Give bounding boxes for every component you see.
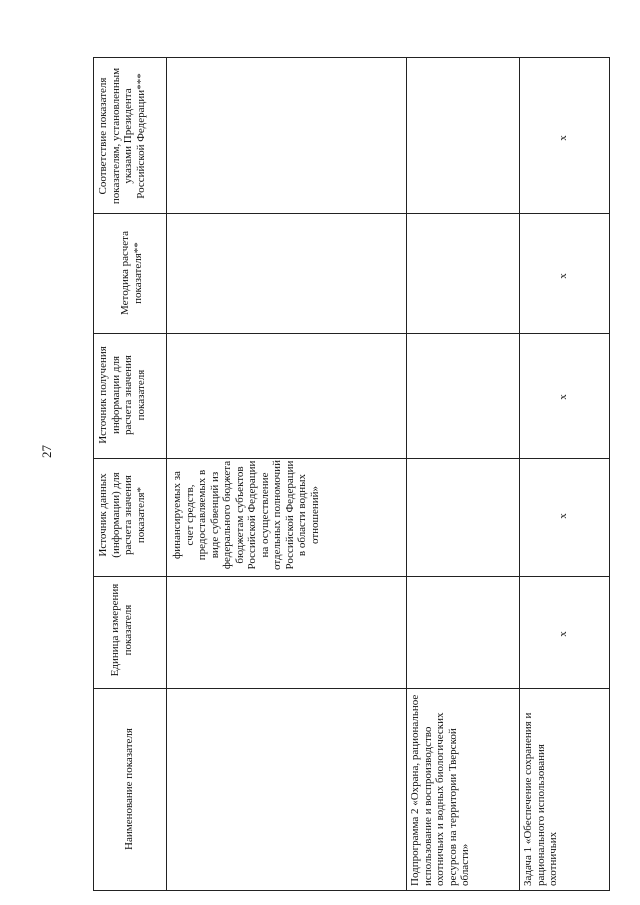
header-compliance: Соответствие показателя показателям, установленным указами Президента Российской Федерации*** xyxy=(97,67,147,205)
header-method: Методика расчета показателя** xyxy=(119,231,144,315)
header-unit: Единица измерения показателя xyxy=(109,583,134,677)
table-grid-line xyxy=(166,58,167,890)
table-grid-line xyxy=(519,58,520,890)
row3-compliance-mark: x xyxy=(556,135,569,141)
page-number: 27 xyxy=(39,445,54,458)
header-info-source: Источник получения информации для расчета значения показателя xyxy=(97,346,147,444)
table-grid-line xyxy=(406,58,407,890)
row1-data-source: финансируемых за счет средств, предоставляемых в виде субвенций из федерального бюджета бюджетам субъектов Российской Федерации на осуществление отдельных полномочий Российской Федерации в области водных отношений» xyxy=(171,460,321,570)
row2-name: Подпрограмма 2 «Охрана, рациональное использование и воспроизводство охотничьих и водных биологических ресурсов на территории Тверской области» xyxy=(409,694,471,886)
table-grid-line xyxy=(94,333,609,334)
row3-method-mark: x xyxy=(556,273,569,279)
header-name: Наименование показателя xyxy=(123,728,135,850)
table-grid-line xyxy=(94,213,609,214)
row3-data-source-mark: x xyxy=(556,513,569,519)
header-data-source: Источник данных (информации) для расчета значения показателя* xyxy=(97,472,147,558)
indicator-table xyxy=(93,57,610,891)
row3-unit-mark: x xyxy=(556,631,569,637)
row3-info-source-mark: x xyxy=(556,394,569,400)
row3-name: Задача 1 «Обеспечение сохранения и рационального использования охотничьих xyxy=(522,712,559,886)
table-grid-line xyxy=(94,576,609,577)
